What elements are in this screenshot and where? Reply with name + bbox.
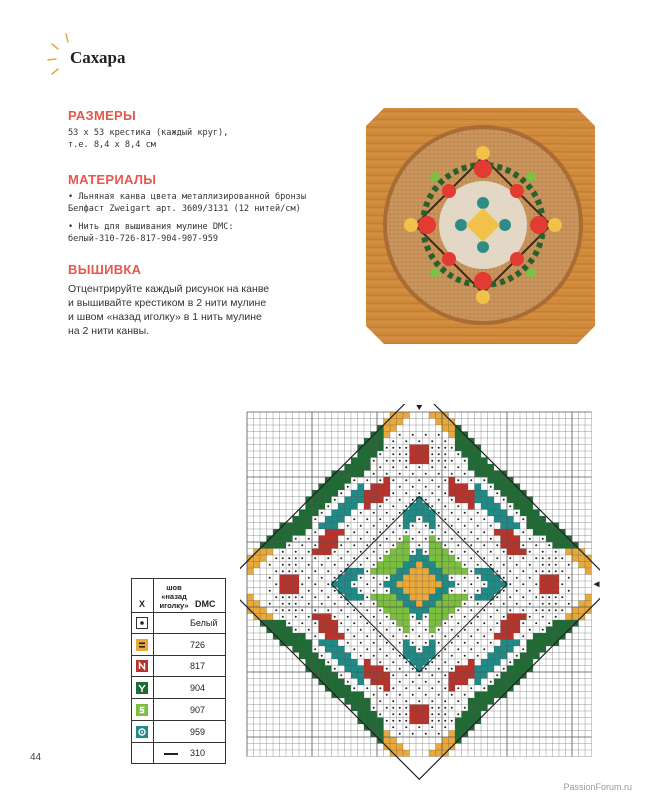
watermark: PassionForum.ru [563,782,632,792]
embroidery-line-4: на 2 нити канвы. [68,325,150,337]
color-legend [131,578,226,764]
dmc-code: 904 [190,683,206,694]
legend-col-stitch: шов «назад иголку» [159,583,189,610]
symbol-ring-icon [136,726,148,738]
dmc-code: 310 [190,748,206,759]
symbol-equals-icon [136,639,148,651]
legend-row-904 [132,678,225,699]
page-number: 44 [30,752,42,763]
materials-line-4: белый-310-726-817-904-907-959 [68,234,219,244]
embroidery-line-2: и вышивайте крестиком в 2 нити мулине [68,297,267,309]
legend-row-белый [132,613,225,634]
backstitch-line-icon [164,753,178,755]
symbol-Y-icon [136,682,148,694]
sizes-heading: РАЗМЕРЫ [68,108,137,123]
symbol-S-icon [136,704,148,716]
symbol-N-icon [136,660,148,672]
legend-row-726 [132,635,225,656]
sizes-line-1: 53 x 53 крестика (каждый круг), [68,128,229,138]
embroidery-line-1: Отцентрируйте каждый рисунок на канве [68,283,270,295]
materials-line-2: Белфаст Zweigart арт. 3609/3131 (12 нитей/см) [68,204,301,214]
coaster-photo [366,108,595,344]
legend-row-310 [132,743,225,764]
embroidery-line-3: и швом «назад иголку» в 1 нить мулине [68,311,262,323]
legend-row-907 [132,700,225,721]
dmc-code: 817 [190,661,206,672]
materials-line-3: • Нить для вышивания мулине DMC: [68,222,234,232]
materials-heading: МАТЕРИАЛЫ [68,172,157,187]
embroidery-heading: ВЫШИВКА [68,262,142,277]
legend-header [132,579,225,613]
dmc-code: Белый [190,618,218,628]
page-title: Сахара [70,48,126,67]
legend-row-817 [132,656,225,677]
dmc-code: 959 [190,726,206,737]
materials-line-1: • Льняная канва цвета металлизированной бронзы [68,192,306,202]
symbol-dot-icon [136,617,148,629]
legend-row-959 [132,722,225,743]
sizes-line-2: т.е. 8,4 x 8,4 см [68,140,156,150]
legend-col-dmc: DMC [195,599,216,609]
cross-stitch-chart [240,404,600,782]
dmc-code: 907 [190,704,206,715]
legend-col-x: X [139,599,146,609]
dmc-code: 726 [190,639,206,650]
